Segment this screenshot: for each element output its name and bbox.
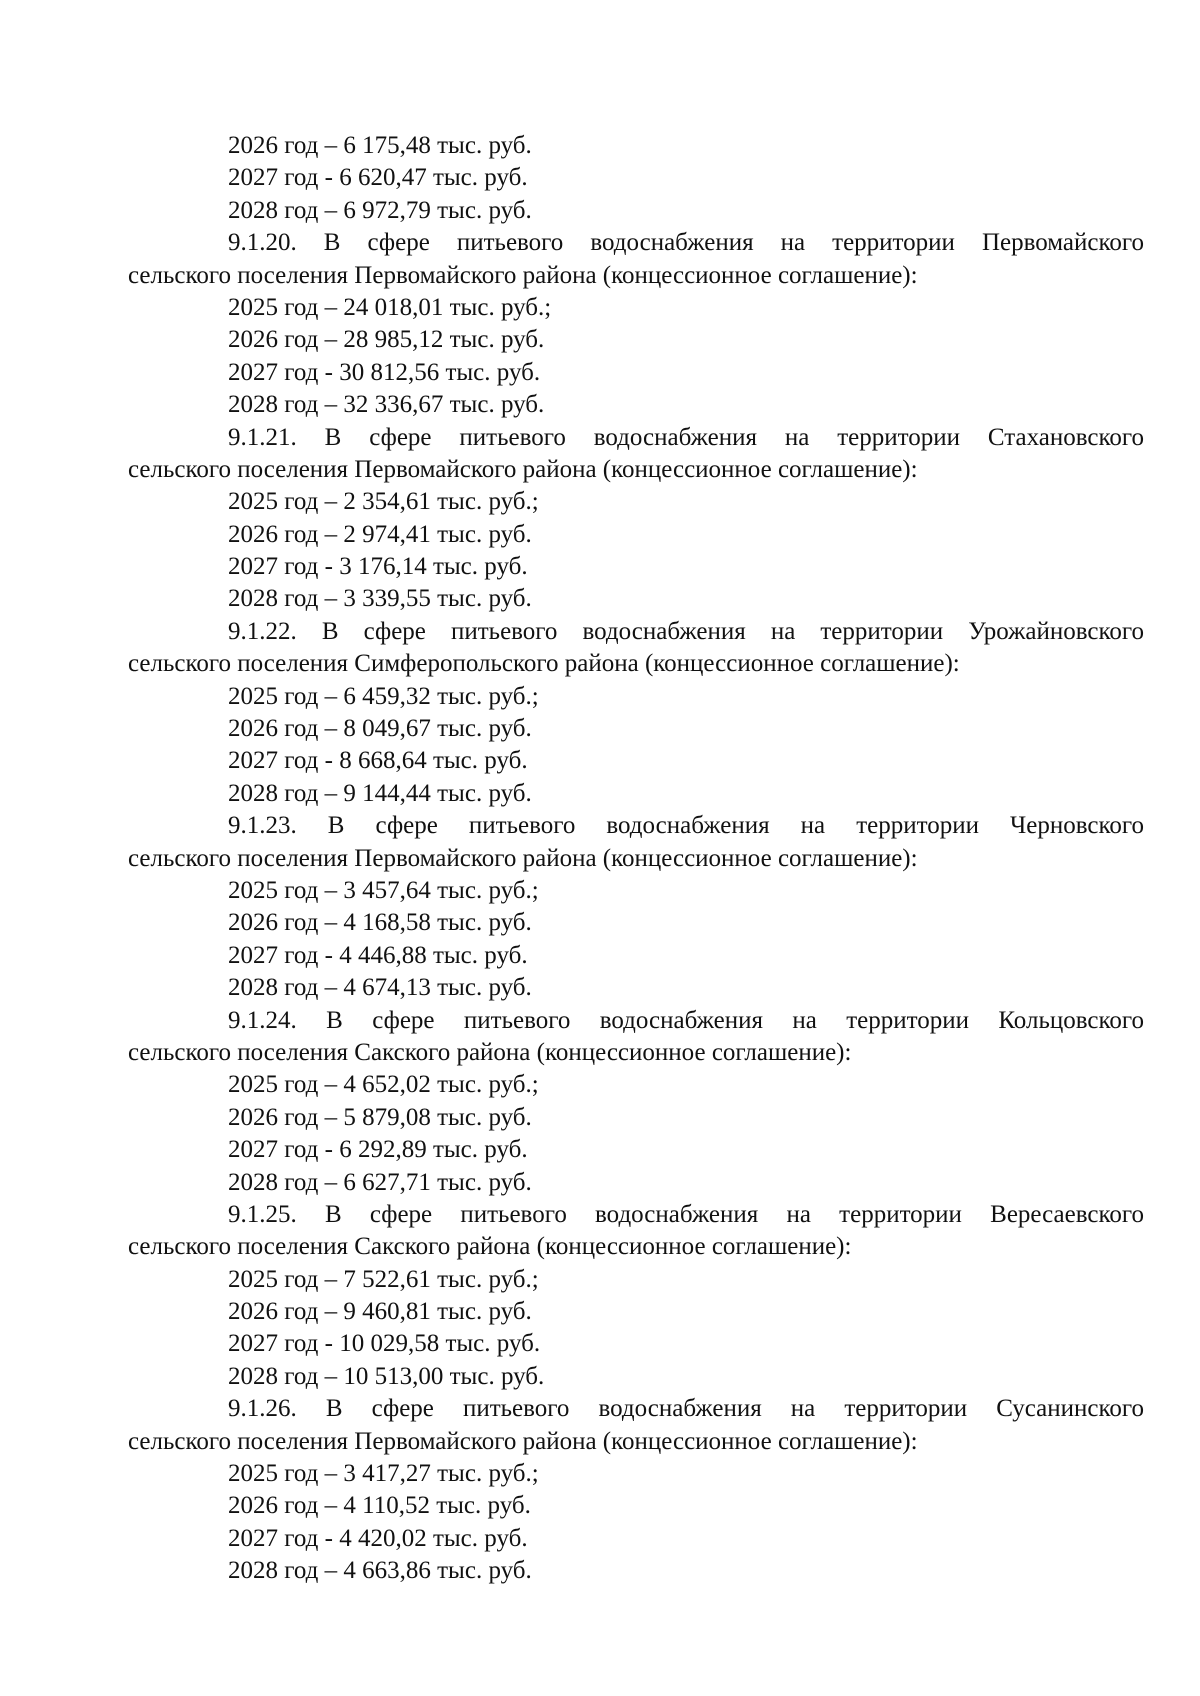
section-heading-continuation: сельского поселения Первомайского района (концессионное соглашение): <box>128 844 918 872</box>
year-line: 2028 год – 6 627,71 тыс. руб. <box>228 1168 532 1196</box>
year-line: 2026 год – 5 879,08 тыс. руб. <box>228 1103 532 1131</box>
year-line: 2028 год – 3 339,55 тыс. руб. <box>228 585 532 613</box>
top-year-line: 2027 год - 6 620,47 тыс. руб. <box>228 164 528 192</box>
year-line: 2025 год – 7 522,61 тыс. руб.; <box>228 1265 539 1293</box>
section-heading-line: 9.1.21. В сфере питьевого водоснабжения на территории Стахановского <box>228 423 1144 451</box>
section-heading-line: 9.1.25. В сфере питьевого водоснабжения на территории Вересаевского <box>228 1200 1144 1228</box>
year-line: 2028 год – 10 513,00 тыс. руб. <box>228 1362 545 1390</box>
section-heading-continuation: сельского поселения Симферопольского района (концессионное соглашение): <box>128 650 960 678</box>
year-line: 2028 год – 4 674,13 тыс. руб. <box>228 974 532 1002</box>
section-heading-line: 9.1.20. В сфере питьевого водоснабжения на территории Первомайского <box>228 229 1144 257</box>
year-line: 2025 год – 4 652,02 тыс. руб.; <box>228 1071 539 1099</box>
year-line: 2026 год – 9 460,81 тыс. руб. <box>228 1298 532 1326</box>
top-year-line: 2028 год – 6 972,79 тыс. руб. <box>228 196 532 224</box>
top-year-line: 2026 год – 6 175,48 тыс. руб. <box>228 132 532 159</box>
section-heading-line: 9.1.24. В сфере питьевого водоснабжения на территории Кольцовского <box>228 1006 1144 1034</box>
year-line: 2026 год – 4 110,52 тыс. руб. <box>228 1492 531 1520</box>
section-heading-continuation: сельского поселения Сакского района (концессионное соглашение): <box>128 1038 852 1066</box>
year-line: 2027 год - 3 176,14 тыс. руб. <box>228 553 528 581</box>
section-heading-continuation: сельского поселения Сакского района (концессионное соглашение): <box>128 1233 852 1261</box>
section-heading-continuation: сельского поселения Первомайского района (концессионное соглашение): <box>128 455 918 483</box>
year-line: 2025 год – 2 354,61 тыс. руб.; <box>228 488 539 516</box>
year-line: 2027 год - 30 812,56 тыс. руб. <box>228 358 541 386</box>
section-heading-line: 9.1.23. В сфере питьевого водоснабжения на территории Черновского <box>228 812 1144 840</box>
section-heading-line: 9.1.26. В сфере питьевого водоснабжения на территории Сусанинского <box>228 1395 1144 1423</box>
year-line: 2025 год – 24 018,01 тыс. руб.; <box>228 293 552 321</box>
year-line: 2026 год – 28 985,12 тыс. руб. <box>228 326 545 354</box>
year-line: 2027 год - 10 029,58 тыс. руб. <box>228 1330 541 1358</box>
year-line: 2028 год – 9 144,44 тыс. руб. <box>228 779 532 807</box>
year-line: 2027 год - 8 668,64 тыс. руб. <box>228 747 528 775</box>
year-line: 2025 год – 3 457,64 тыс. руб.; <box>228 876 539 904</box>
year-line: 2026 год – 2 974,41 тыс. руб. <box>228 520 532 548</box>
year-line: 2027 год - 4 420,02 тыс. руб. <box>228 1524 528 1552</box>
section-heading-line: 9.1.22. В сфере питьевого водоснабжения на территории Урожайновского <box>228 617 1144 645</box>
document-body <box>128 130 1144 1588</box>
year-line: 2027 год - 4 446,88 тыс. руб. <box>228 941 528 969</box>
year-line: 2027 год - 6 292,89 тыс. руб. <box>228 1136 528 1164</box>
year-line: 2028 год – 4 663,86 тыс. руб. <box>228 1557 532 1585</box>
year-line: 2025 год – 6 459,32 тыс. руб.; <box>228 682 539 710</box>
year-line: 2026 год – 8 049,67 тыс. руб. <box>228 715 532 743</box>
year-line: 2025 год – 3 417,27 тыс. руб.; <box>228 1460 539 1488</box>
section-heading-continuation: сельского поселения Первомайского района (концессионное соглашение): <box>128 261 918 289</box>
year-line: 2026 год – 4 168,58 тыс. руб. <box>228 909 532 937</box>
section-heading-continuation: сельского поселения Первомайского района (концессионное соглашение): <box>128 1427 918 1455</box>
year-line: 2028 год – 32 336,67 тыс. руб. <box>228 391 545 419</box>
